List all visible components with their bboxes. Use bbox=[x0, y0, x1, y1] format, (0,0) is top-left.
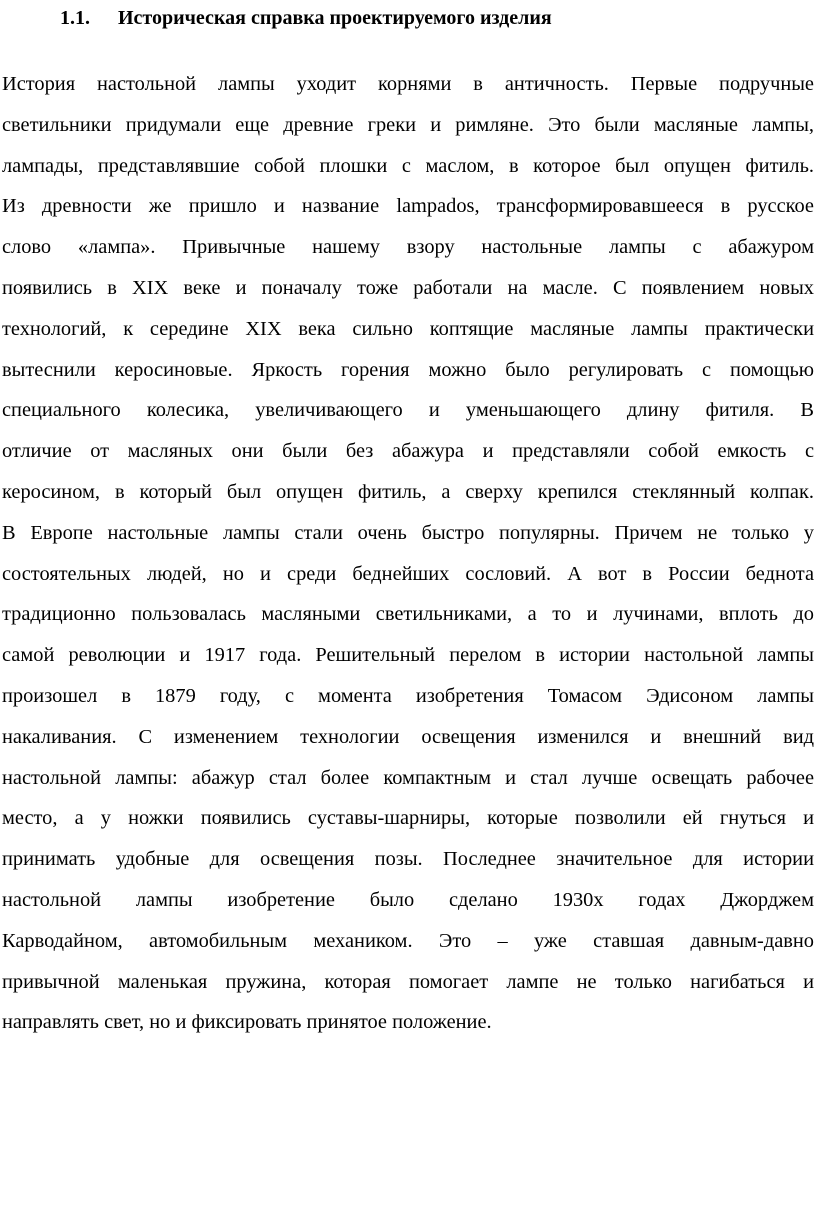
text-line: принимать удобные для освещения позы. Последнее значительное для истории bbox=[2, 848, 814, 871]
text-line: отличие от масляных они были без абажура и представляли собой емкость с bbox=[2, 440, 814, 463]
text-line: состоятельных людей, но и среди беднейших сословий. А вот в России беднота bbox=[2, 562, 814, 585]
text-line: В Европе настольные лампы стали очень быстро популярны. Причем не только у bbox=[2, 521, 814, 544]
text-line: вытеснили керосиновые. Яркость горения можно было регулировать с помощью bbox=[2, 358, 814, 381]
section-title: Историческая справка проектируемого изделия bbox=[118, 7, 552, 29]
section-heading bbox=[60, 4, 552, 32]
text-line: технологий, к середине XIX века сильно коптящие масляные лампы практически bbox=[2, 317, 814, 340]
text-line: появились в XIX веке и поначалу тоже работали на масле. С появлением новых bbox=[2, 276, 814, 299]
text-line: светильники придумали еще древние греки и римляне. Это были масляные лампы, bbox=[2, 113, 814, 136]
section-number: 1.1. bbox=[60, 7, 90, 29]
text-line: керосином, в который был опущен фитиль, а сверху крепился стеклянный колпак. bbox=[2, 480, 814, 503]
text-line: настольной лампы изобретение было сделано 1930х годах Джорджем bbox=[2, 888, 814, 911]
text-line: накаливания. С изменением технологии освещения изменился и внешний вид bbox=[2, 725, 814, 748]
text-line: произошел в 1879 году, с момента изобретения Томасом Эдисоном лампы bbox=[2, 684, 814, 707]
text-line: История настольной лампы уходит корнями в античность. Первые подручные bbox=[2, 73, 814, 95]
text-line: специального колесика, увеличивающего и уменьшающего длину фитиля. В bbox=[2, 399, 814, 422]
text-line: самой революции и 1917 года. Решительный перелом в истории настольной лампы bbox=[2, 644, 814, 667]
text-line: привычной маленькая пружина, которая помогает лампе не только нагибаться и bbox=[2, 970, 814, 993]
text-line: направлять свет, но и фиксировать принятое положение. bbox=[2, 1011, 492, 1034]
text-line: Карводайном, автомобильным механиком. Это – уже ставшая давным-давно bbox=[2, 929, 814, 952]
text-line: настольной лампы: абажур стал более компактным и стал лучше освещать рабочее bbox=[2, 766, 814, 789]
text-line: лампады, представлявшие собой плошки с маслом, в которое был опущен фитиль. bbox=[2, 154, 814, 177]
text-line: Из древности же пришло и название lampados, трансформировавшееся в русское bbox=[2, 195, 814, 218]
text-line: традиционно пользовалась масляными светильниками, а то и лучинами, вплоть до bbox=[2, 603, 814, 626]
body-paragraph bbox=[2, 70, 814, 1049]
text-line: слово «лампа». Привычные нашему взору настольные лампы с абажуром bbox=[2, 236, 814, 259]
text-line: место, а у ножки появились суставы-шарниры, которые позволили ей гнуться и bbox=[2, 807, 814, 830]
